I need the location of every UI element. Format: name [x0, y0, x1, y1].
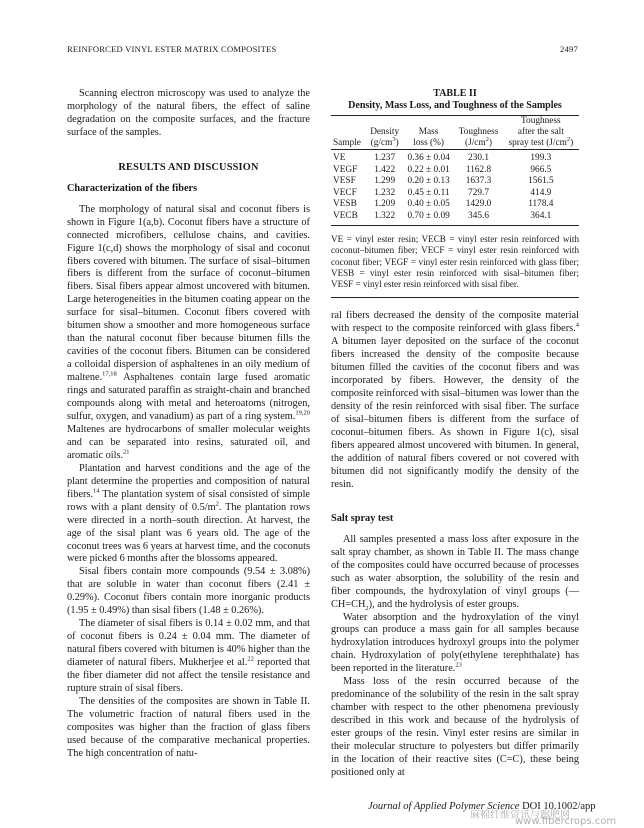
th-density-unit: $(g/cm^3)$	[366, 138, 403, 150]
paragraph-morphology: The morphology of natural sisal and coconut fibers is shown in Figure 1(a,b). Coconut fibers have a structure of connected microfibers, cellulose chains, and cavities. Figure 1(c,d) shows the morphology of sisal and coconut fibers covered with bitumen. The surface of sisal–bitumen fibers is different from the surface of coconut–bitumen fibers. Sisal fibers appear almost uncovered with bitumen. Large heterogeneities in the bitumen coating appear on the surface for sisal–bitumen. Coconut fibers covered with bitumen show a smoother and more homogeneous surface than the natural coconut fiber because bitumen fills the cavities of the coconut fibers. Bitumen can be considered a colloidal dispersion of asphaltenes in an oily medium of maltene.$^{17,18}$ Asphaltenes contain large fused aromatic rings and saturated paraffin as straight-chain and branched compounds along with metal and heteroatoms (nitrogen, sulfur, oxygen, and vanadium) as part of a ring system.$^{19,20}$ Maltenes are hydrocarbons of smaller molecular weights and can be separated into resins, saturated oil, and aromatic oils.$^{21}$	[67, 203, 310, 461]
running-title: REINFORCED VINYL ESTER MATRIX COMPOSITES	[67, 44, 277, 54]
table-row: VECF 1.232 0.45 ± 0.11 729.7 414.9	[333, 187, 552, 198]
table-row: VESB 1.209 0.40 ± 0.05 1429.0 1178.4	[333, 199, 554, 209]
table-ii	[331, 88, 579, 298]
journal-name: Journal of Applied Polymer Science	[368, 801, 520, 812]
data-table	[331, 115, 579, 226]
th-density: Density	[370, 127, 400, 137]
table-row: VEGF 1.422 0.22 ± 0.01 1162.8 966.5	[333, 164, 552, 175]
paragraph-density-continued: ral fibers decreased the density of the composite material with respect to the composite reinforced with glass fibers.$^4$ A bitumen layer deposited on the surface of the coconut fibers increased the density of the composite because bitumen filled the cavities of the coconut fibers and was incorporated by fibers. However, the density of the composite reinforced with sisal–bitumen was lower than the density of the resin reinforced with sisal fiber. The surface of sisal–bitumen fibers is different from the surface of coconut–bitumen fibers. As shown in Figure 1(c), sisal fibers appeared almost uncovered with bitumen. In general, the addition of natural fibers covered or not covered with bitumen did not significantly modify the density of the resin.	[331, 310, 579, 490]
th-salt-1: Toughness	[503, 116, 579, 128]
page-number: 2497	[560, 44, 578, 54]
table-row: VESF 1.299 0.20 ± 0.13 1637.3 1561.5	[333, 176, 554, 186]
intro-paragraph: Scanning electron microscopy was used to analyze the morphology of the natural fibers, the effect of saline degradation on the composite surfaces, and the fracture surface of the samples.	[67, 88, 310, 138]
paragraph-densities: The densities of the composites are shown in Table II. The volumetric fraction of natural fibers used in the composites was higher than the fraction of glass fibers used because of the comparative mechanical properties. The high concentration of natu-	[67, 695, 310, 759]
th-mass: Mass	[418, 127, 439, 137]
table-row: VE 1.237 0.36 ± 0.04 230.1 199.3	[333, 153, 552, 163]
th-sample-label: Sample	[331, 138, 366, 150]
paragraph-compounds: Sisal fibers contain more compounds (9.54 ± 3.08%) that are soluble in water than coconut fibers (2.41 ± 0.29%). Coconut fibers contain more inorganic products (1.95 ± 0.49%) than sisal fibers (1.48 ± 0.26%).	[67, 566, 310, 617]
running-header	[67, 44, 578, 54]
th-sample	[331, 116, 366, 128]
th-toughness: Toughness	[458, 127, 499, 137]
th-salt-unit: spray test $(J/cm^2)$	[503, 138, 579, 150]
paragraph-mass-loss: All samples presented a mass loss after exposure in the salt spray chamber, as shown in Table II. The mass change of the composites could have occurred because of processes such as water absorption, the solubility of the resin and fiber compounds, the hydroxylation of vinyl groups $(—CH=CH_2)$, and the hydrolysis of ester groups.	[331, 533, 579, 612]
th-mass-unit: loss (%)	[403, 138, 454, 150]
paragraph-resin-loss: Mass loss of the resin occurred because of the predominance of the solubility of the resin in the salt spray chamber with respect to the other phenomena previously described in this work and because of the hydrolysis of ester groups of the resin. Vinyl ester resins are similar in their molecular structure to polyesters but differ primarily in the location of their reactive sites (C=C), these being positioned only at	[331, 676, 579, 778]
paragraph-plantation: Plantation and harvest conditions and the age of the plant determine the properties and composition of natural fibers.$^{14}$ The plantation system of sisal consisted of simple rows with a plant density of $0.5/m^2$. The plantation rows were directed in a north–south direction. At harvest, the age of the sisal plant was 6 years old. The age of the coconut trees was 6 years at harvest time, and the coconuts were picked 6 months after the blossoms appeared.	[67, 462, 310, 565]
left-column	[67, 88, 310, 761]
subsection-heading: Characterization of the fibers	[67, 182, 198, 194]
doi: DOI 10.1002/app	[522, 801, 596, 812]
subsection-heading-salt: Salt spray test	[331, 512, 394, 524]
paragraph-hydroxylation: Water absorption and the hydroxylation of the vinyl groups can produce a mass gain for all samples because hydroxylation introduces hydroxyl groups into the polymer chain. Hydroxylation of poly(ethylene terephthalate) has been reported in the literature.$^{23}$	[331, 611, 579, 675]
th-tough-1	[454, 116, 502, 128]
paragraph-diameter: The diameter of sisal fibers is 0.14 ± 0.02 mm, and that of coconut fibers is 0.24 ± 0.04 mm. The diameter of natural fibers covered with bitumen is 40% higher than the diameter of natural fibers. Mukherjee et al.$^{22}$ reported that the fiber diameter did not affect the tensile resistance and rupture strain of sisal fibers.	[67, 618, 310, 694]
table-row: VECB 1.322 0.70 ± 0.09 345.6 364.1	[331, 211, 579, 226]
th-mass-1	[403, 116, 454, 128]
watermark-text: 麻棉纤维资讯与跑肥网	[470, 810, 570, 821]
th-density-1	[366, 116, 403, 128]
watermark-url: www.fibercrops.com	[515, 816, 617, 827]
table-footnote: VE = vinyl ester resin; VECB = vinyl ester resin reinforced with coconut–bitumen fiber; VECF = vinyl ester resin reinforced with coconut fiber; VEGF = vinyl ester resin reinforced with glass fiber; VESB = vinyl ester resin reinforced with sisal–bitumen fiber; VESF = vinyl ester resin reinforced with sisal fiber.	[331, 234, 579, 298]
section-heading: RESULTS AND DISCUSSION	[118, 161, 259, 173]
table-label: TABLE II	[433, 88, 477, 99]
table-caption: Density, Mass Loss, and Toughness of the Samples	[348, 100, 562, 111]
th-tough-unit: $(J/cm^2)$	[454, 138, 502, 150]
th-salt-2: after the salt	[517, 127, 564, 137]
right-column	[331, 88, 579, 780]
